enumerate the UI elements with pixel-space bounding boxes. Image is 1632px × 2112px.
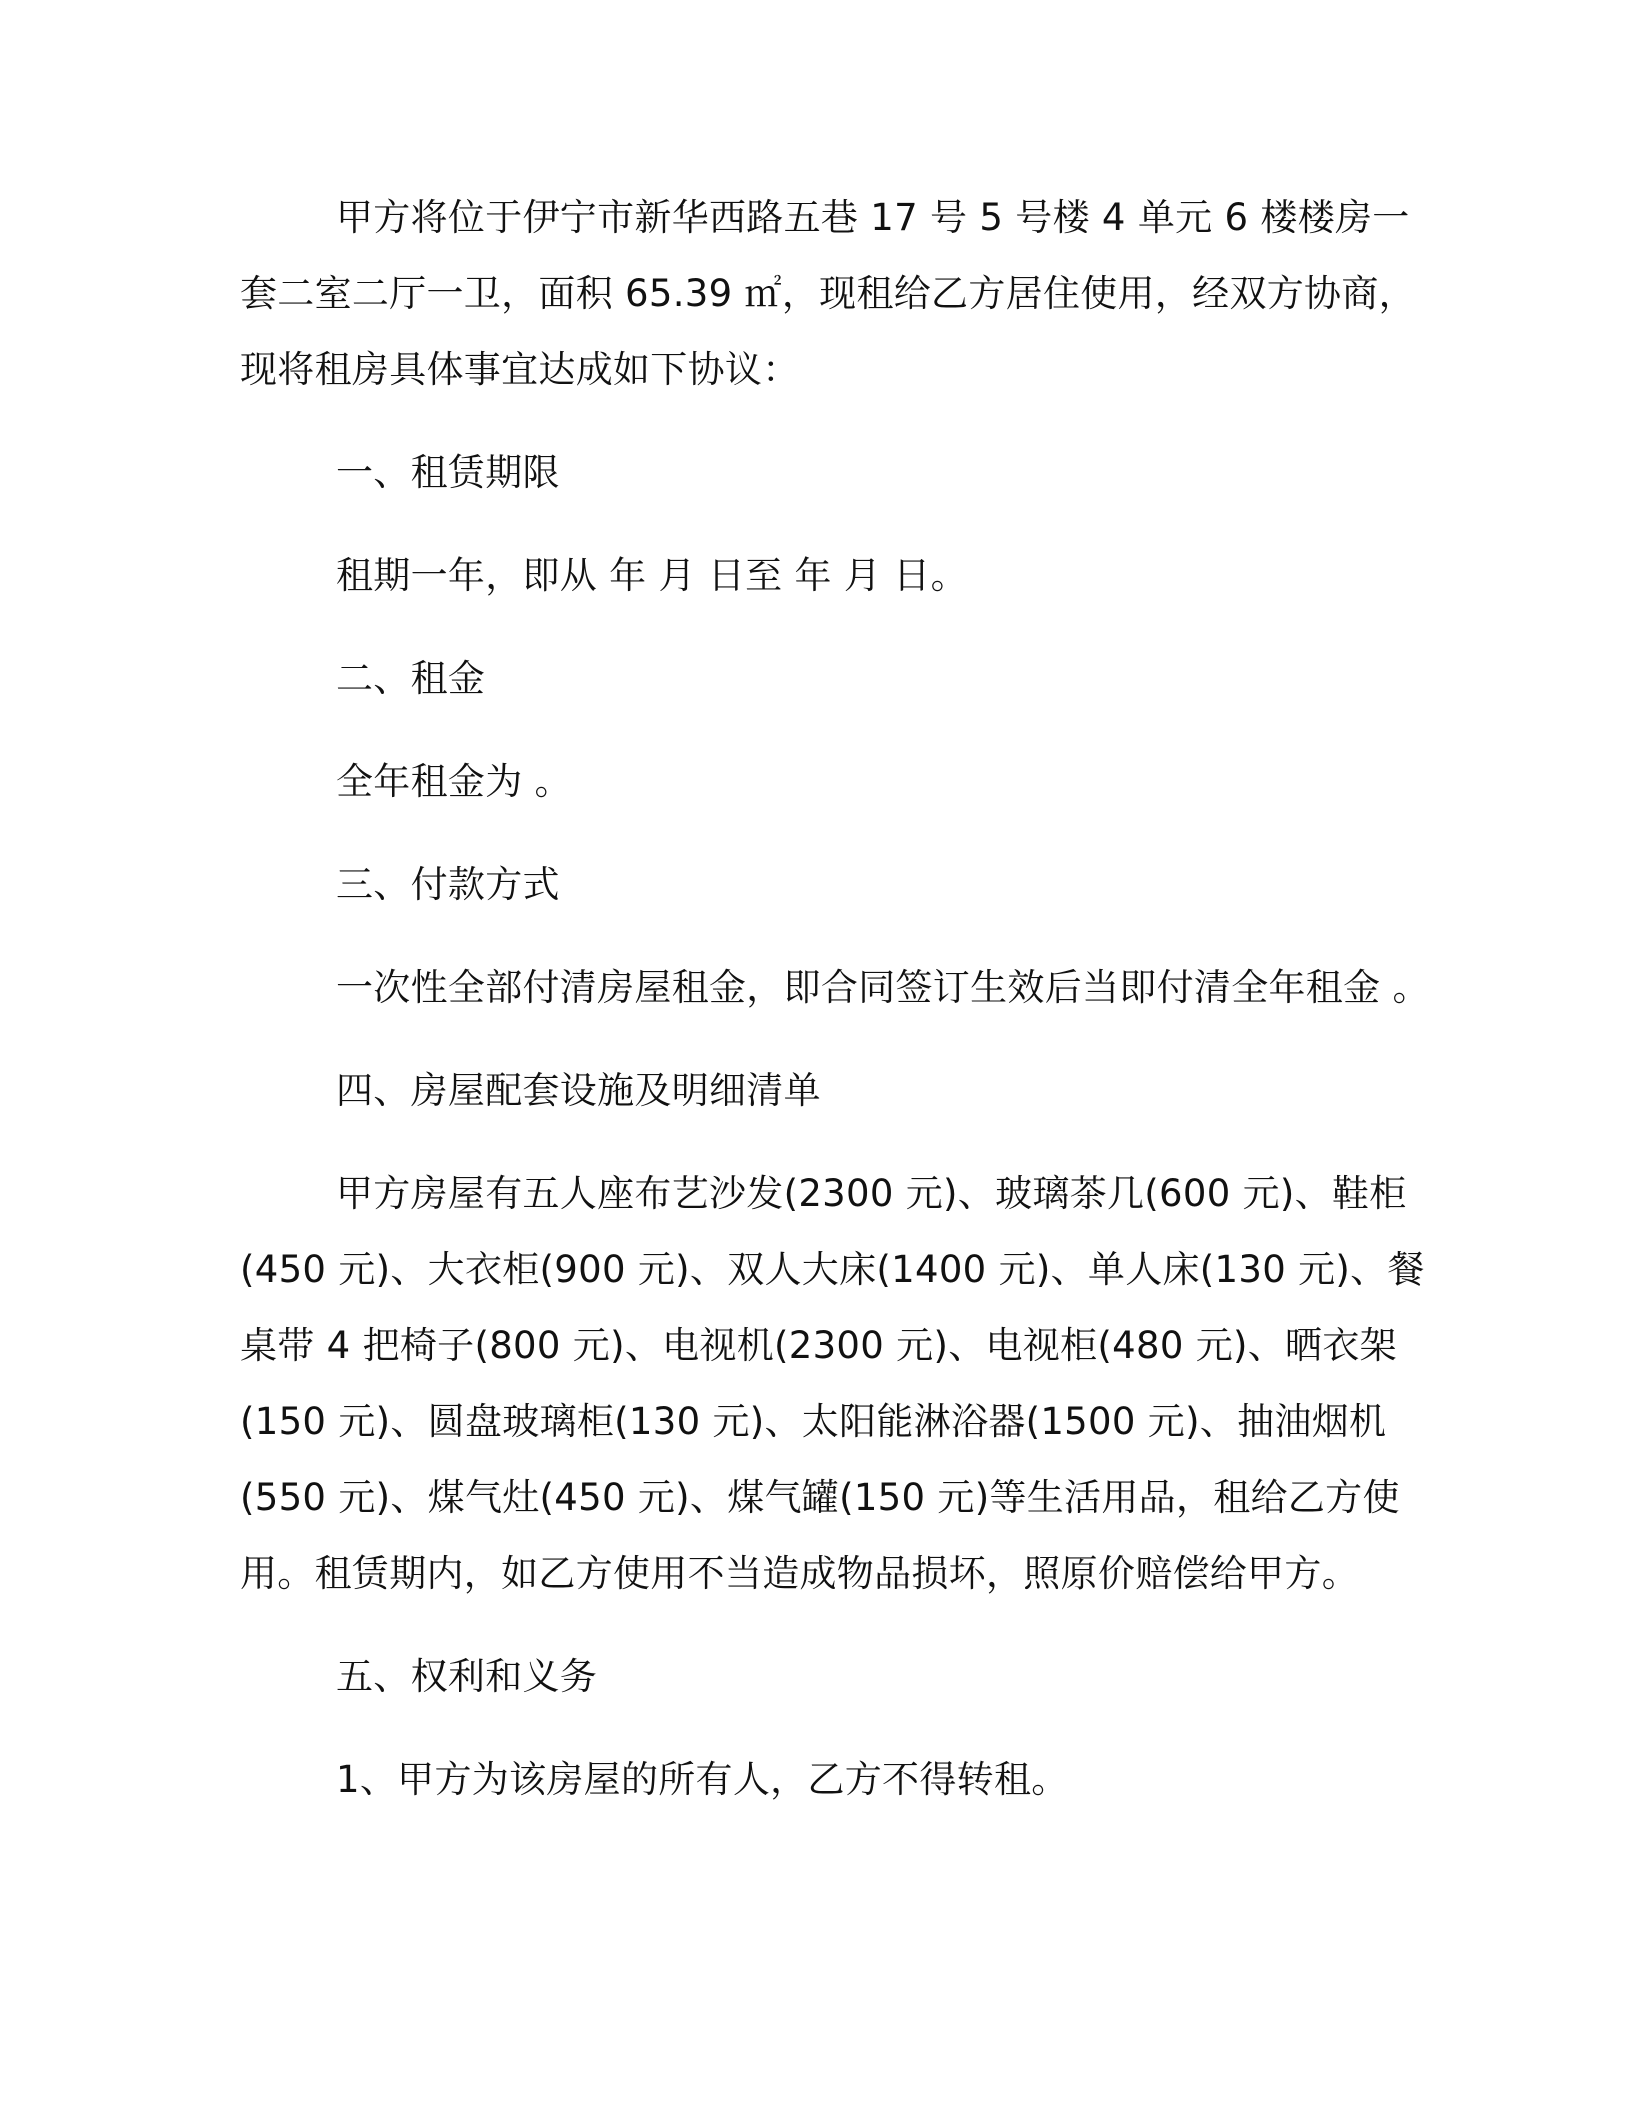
- facilities-line-3: 桌带 4 把椅子(800 元)、电视机(2300 元)、电视柜(480 元)、晒衣架: [240, 1324, 1397, 1367]
- section-heading-facilities: 四、房屋配套设施及明细清单: [336, 1069, 821, 1112]
- facilities-line-4: (150 元)、圆盘玻璃柜(130 元)、太阳能淋浴器(1500 元)、抽油烟机: [240, 1400, 1387, 1443]
- facilities-line-1: 甲方房屋有五人座布艺沙发(2300 元)、玻璃茶几(600 元)、鞋柜: [336, 1172, 1407, 1215]
- section-heading-payment: 三、付款方式: [336, 863, 560, 906]
- rights-item-1: 1、甲方为该房屋的所有人，乙方不得转租。: [336, 1758, 1069, 1801]
- intro-line-3: 现将租房具体事宜达成如下协议：: [240, 348, 800, 391]
- facilities-line-5: (550 元)、煤气灶(450 元)、煤气罐(150 元)等生活用品，租给乙方使: [240, 1476, 1400, 1519]
- section-heading-rent: 二、租金: [336, 657, 486, 700]
- intro-line-2: 套二室二厅一卫，面积 65.39 ㎡，现租给乙方居住使用，经双方协商，: [240, 272, 1416, 315]
- lease-term-text: 租期一年，即从 年 月 日至 年 月 日。: [336, 554, 968, 597]
- section-heading-lease-term: 一、租赁期限: [336, 451, 560, 494]
- facilities-line-2: (450 元)、大衣柜(900 元)、双人大床(1400 元)、单人床(130 元)、餐: [240, 1248, 1425, 1291]
- payment-text: 一次性全部付清房屋租金，即合同签订生效后当即付清全年租金 。: [336, 966, 1430, 1009]
- facilities-line-6: 用。租赁期内，如乙方使用不当造成物品损坏，照原价赔偿给甲方。: [240, 1552, 1359, 1595]
- rent-text: 全年租金为 。: [336, 760, 572, 803]
- section-heading-rights: 五、权利和义务: [336, 1655, 598, 1698]
- intro-line-1: 甲方将位于伊宁市新华西路五巷 17 号 5 号楼 4 单元 6 楼楼房一: [336, 196, 1410, 239]
